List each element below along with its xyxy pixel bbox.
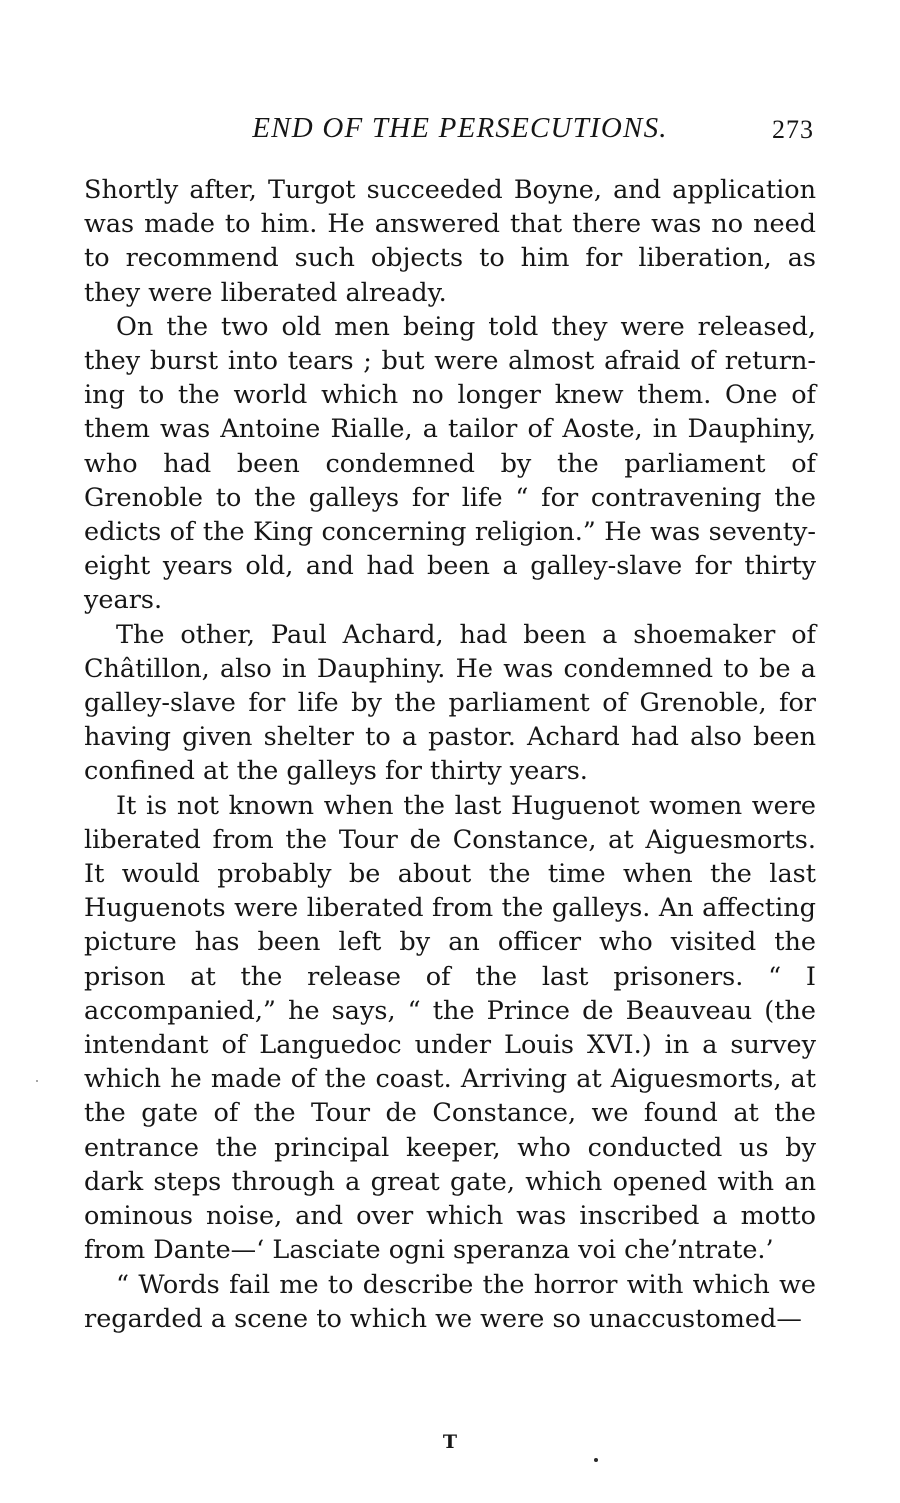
running-title: END OF THE PERSECUTIONS. [252,112,668,144]
paragraph-3: The other, Paul Achard, had been a shoemaker of Châtillon, also in Dauphiny. He was condemned to be a galley-slave for life by the parliament of Grenoble, for having given shelter to a pastor. Achard had also been confined at the galleys for thirty years. [84,619,816,787]
paragraph-4: It is not known when the last Huguenot women were liberated from the Tour de Constance, at Aiguesmorts. It would probably be about the time when the last Huguenots were liberated from the galleys. An affecting picture has been left by an officer who visited the prison at the release of the last prisoners. “ I accompanied,” he says, “ the Prince de Beauveau (the intendant of Languedoc under Louis XVI.) in a survey which he made of the coast. Arriving at Aiguesmorts, at the gate of the Tour de Constance, we found at the entrance the principal keeper, who conducted us by dark steps through a great gate, which opened with an ominous noise, and over which was inscribed a motto from Dante—‘ Lasciate ogni speranza voi che’ntrate.’ [84,790,816,1266]
paragraph-5: “ Words fail me to describe the horror with which we regarded a scene to which we were so unaccustomed— [84,1269,816,1334]
paragraph-1: Shortly after, Turgot succeeded Boyne, and application was made to him. He answered that there was no need to recommend such objects to him for liberation, as they were liberated already. [84,175,816,308]
body-text [84,173,816,1336]
ink-speck [594,1458,598,1462]
page-number: 273 [772,115,814,144]
running-head [84,108,816,148]
ink-speck-margin [36,1080,38,1082]
paragraph-2: On the two old men being told they were released, they burst into tears ; but were almost afraid of returning to the world which no longer knew them. One of them was Antoine Rialle, a tailor of Aoste, in Dauphiny, who had been condemned by the parliament of Grenoble to the galleys for life “ for contravening the edicts of the King concerning religion.” He was seventy-eight years old, and had been a galley-slave for thirty years. [84,311,816,616]
signature-mark: T [442,1431,458,1453]
